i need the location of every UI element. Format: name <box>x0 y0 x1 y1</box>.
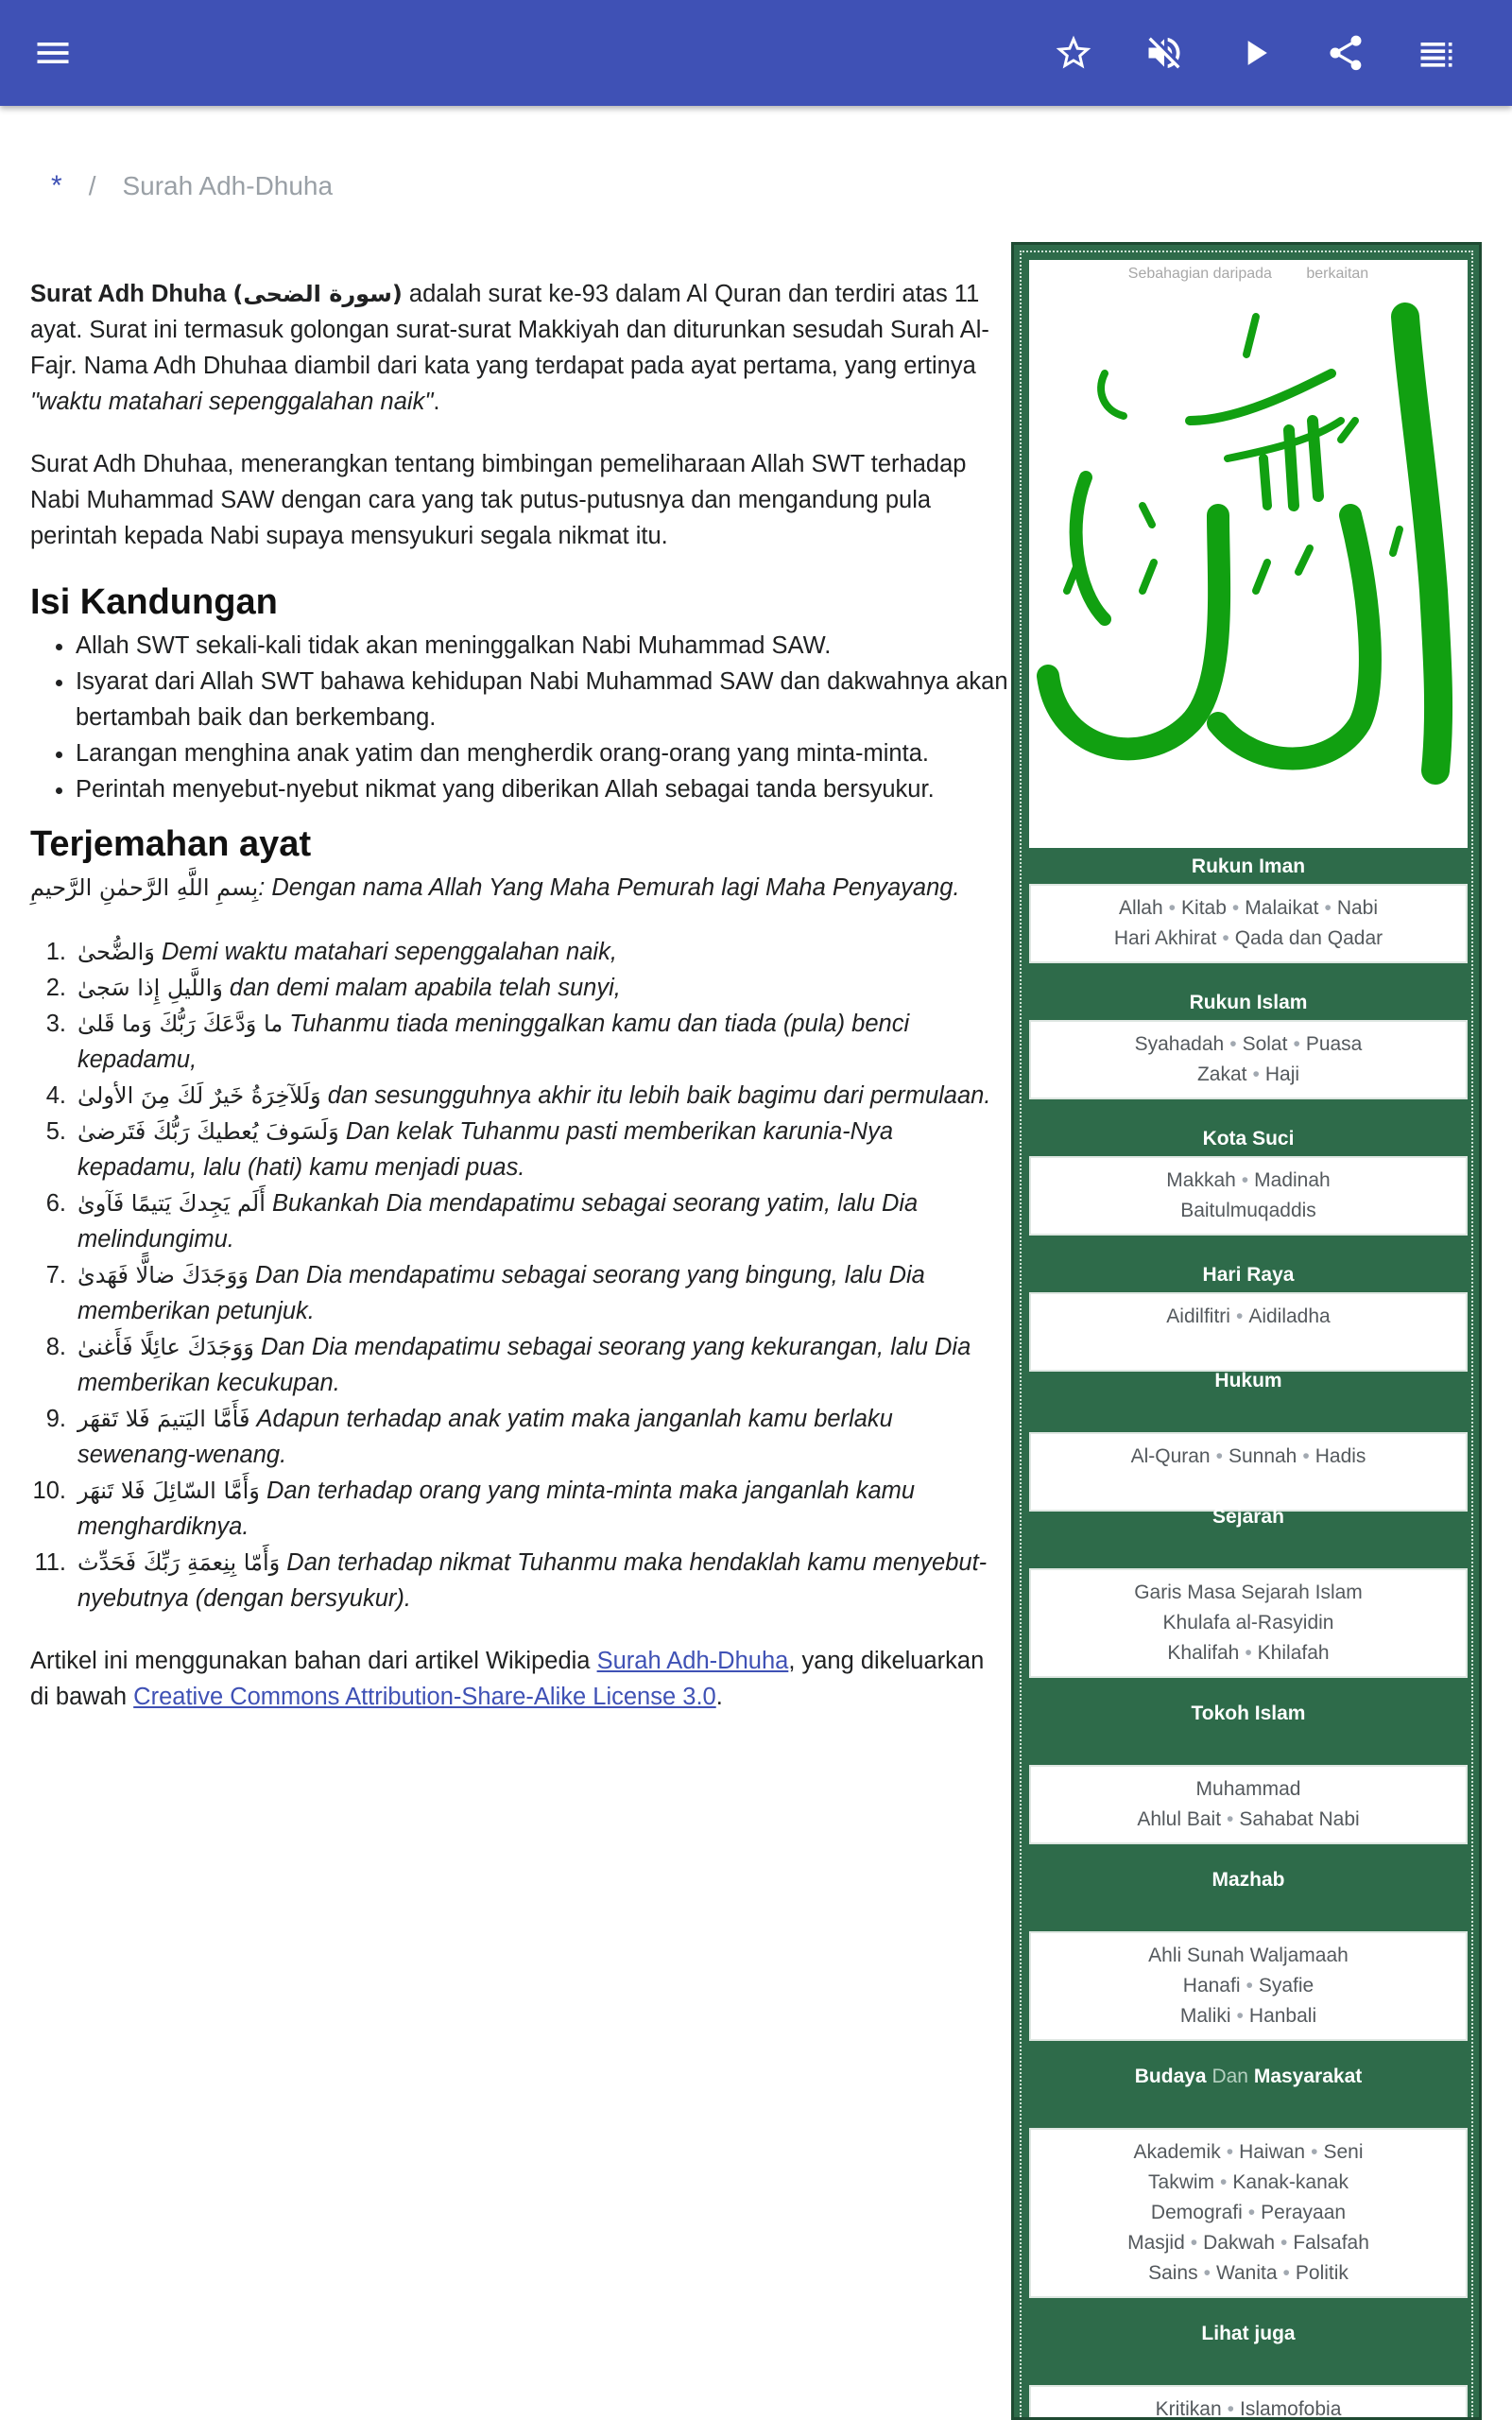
attribution-text-mid: , yang dikeluarkan di bawah <box>30 1648 985 1710</box>
calligraphy-icon <box>1029 279 1468 846</box>
infobox-link[interactable]: Allah <box>1118 897 1163 919</box>
separator-dot: • <box>1203 2262 1211 2284</box>
infobox-section-title[interactable]: Hari Raya <box>1202 1264 1295 1286</box>
infobox-link[interactable]: Falsafah <box>1293 2232 1369 2254</box>
ayat-item <box>30 934 1009 970</box>
infobox-link[interactable]: Nabi <box>1336 897 1379 919</box>
separator-dot: • <box>1235 1305 1244 1327</box>
allah-calligraphy-image <box>1029 260 1468 848</box>
infobox-section <box>1029 1364 1468 1512</box>
ayat-arabic: وَلَسَوفَ يُعطيكَ رَبُّكَ فَتَرضىٰ <box>77 1118 339 1145</box>
infobox-link-row <box>1035 1442 1462 1472</box>
ayat-item <box>30 1401 1009 1473</box>
app-bar <box>0 0 1512 106</box>
infobox-link-row <box>1035 924 1462 954</box>
infobox-link[interactable]: Al-Quran <box>1130 1445 1211 1467</box>
infobox-link[interactable]: Zakat <box>1196 1063 1247 1085</box>
infobox-links <box>1029 1568 1468 1678</box>
infobox-link-row <box>1035 1060 1462 1090</box>
menu-icon[interactable] <box>25 25 81 81</box>
infobox-link-row <box>1035 1971 1462 2001</box>
ayat-arabic: وَأَمّا بِنِعمَةِ رَبِّكَ فَحَدِّث <box>77 1549 281 1576</box>
license-link[interactable]: Creative Commons Attribution-Share-Alike License 3.0 <box>133 1684 716 1710</box>
infobox-link[interactable]: Masjid <box>1127 2232 1185 2254</box>
article-body <box>30 276 1009 1741</box>
separator-dot: • <box>1227 2398 1234 2420</box>
ayat-translation: Bukankah Dia mendapatimu sebagai seorang yatim, lalu Dia melindungimu. <box>77 1190 919 1253</box>
infobox-link[interactable]: Muhammad <box>1195 1778 1301 1800</box>
section-title-part: Budaya <box>1134 2066 1207 2087</box>
caption-right: berkaitan <box>1306 266 1369 282</box>
ayat-arabic: وَالضُّحىٰ <box>77 939 155 965</box>
intro-paragraph <box>30 276 1009 420</box>
infobox-link-row <box>1035 1941 1462 1971</box>
separator-dot: • <box>1231 897 1240 919</box>
ayat-item <box>30 1473 1009 1545</box>
infobox-section-title[interactable]: Kota Suci <box>1202 1128 1295 1150</box>
infobox-link[interactable]: Hari Akhirat <box>1113 927 1217 949</box>
ayat-translation: dan demi malam apabila telah sunyi, <box>222 975 621 1001</box>
ayat-arabic: وَلَلآخِرَةُ خَيرٌ لَكَ مِنَ الأولىٰ <box>77 1082 321 1109</box>
infobox-link[interactable]: Puasa <box>1305 1033 1363 1055</box>
intro-title: Surat Adh Dhuha <box>30 281 227 307</box>
separator-dot: • <box>1302 1445 1310 1467</box>
infobox-link[interactable]: Perayaan <box>1261 2202 1347 2223</box>
infobox-link[interactable]: Haji <box>1264 1063 1300 1085</box>
list-item: • Allah SWT sekali-kali tidak akan meninggalkan Nabi Muhammad SAW. <box>76 628 1009 664</box>
ayat-number: 4. <box>45 1082 66 1109</box>
ayat-list <box>30 934 1009 1616</box>
infobox-link[interactable]: Seni <box>1323 2141 1364 2163</box>
list-item: • Perintah menyebut-nyebut nikmat yang diberikan Allah sebagai tanda bersyukur. <box>76 771 1009 807</box>
infobox-link-row <box>1035 1638 1462 1668</box>
ayat-translation: Demi waktu matahari sepenggalahan naik, <box>154 939 617 965</box>
ayat-number: 7. <box>45 1262 66 1288</box>
attribution <box>30 1643 1009 1715</box>
ayat-translation: Dan Dia mendapatimu sebagai seorang yang bingung, lalu Dia memberikan petunjuk. <box>77 1262 925 1324</box>
star-icon[interactable] <box>1045 25 1102 81</box>
intro-end: . <box>433 389 440 415</box>
ayat-arabic: وَاللَّيلِ إِذا سَجىٰ <box>77 975 223 1001</box>
infobox-link[interactable]: Baitulmuqaddis <box>1180 1200 1316 1221</box>
infobox-link[interactable]: Sahabat Nabi <box>1239 1808 1360 1830</box>
infobox-link[interactable]: Takwim <box>1148 2171 1215 2193</box>
infobox-link[interactable]: Kanak-kanak <box>1232 2171 1349 2193</box>
infobox-link[interactable]: Dakwah <box>1203 2232 1275 2254</box>
infobox-link[interactable]: Politik <box>1295 2262 1349 2284</box>
infobox-links <box>1029 2128 1468 2298</box>
intro-quote: "waktu matahari sepenggalahan naik" <box>30 389 434 415</box>
ayat-item <box>30 1006 1009 1078</box>
breadcrumb-separator: / <box>88 171 96 200</box>
infobox-link[interactable]: Demografi <box>1150 2202 1243 2223</box>
ayat-translation: Dan kelak Tuhanmu pasti memberikan karunia-Nya kepadamu, lalu (hati) kamu menjadi puas. <box>77 1118 894 1181</box>
infobox-links <box>1029 1020 1468 1099</box>
infobox-link-row <box>1035 1166 1462 1196</box>
infobox-link[interactable]: Syafie <box>1258 1975 1314 1996</box>
infobox-section-title[interactable]: Tokoh Islam <box>1191 1703 1306 1724</box>
infobox-section <box>1029 850 1468 963</box>
infobox-links <box>1029 1156 1468 1236</box>
infobox-link[interactable]: Khulafa al-Rasyidin <box>1162 1612 1334 1634</box>
attribution-end: . <box>715 1684 723 1710</box>
infobox-link-row <box>1035 1029 1462 1060</box>
infobox-link-row <box>1035 1805 1462 1835</box>
playlist-icon[interactable] <box>1408 25 1465 81</box>
separator-dot: • <box>1222 927 1229 949</box>
infobox-links <box>1029 1292 1468 1372</box>
list-item: • Larangan menghina anak yatim dan mengherdik orang-orang yang minta-minta. <box>76 735 1009 771</box>
infobox-section <box>1029 2060 1468 2298</box>
infobox-section <box>1029 1500 1468 1678</box>
ayat-arabic: وَوَجَدَكَ عائِلًا فَأَغنىٰ <box>77 1334 254 1360</box>
ayat-item <box>30 1078 1009 1114</box>
list-item: • Isyarat dari Allah SWT bahawa kehidupan Nabi Muhammad SAW dan dakwahnya akan bertambah baik dan berkembang. <box>76 664 1009 735</box>
infobox-section-title[interactable]: Rukun Iman <box>1191 856 1306 877</box>
infobox-link-row <box>1035 1608 1462 1638</box>
separator-dot: • <box>1220 2171 1228 2193</box>
infobox-link[interactable]: Makkah <box>1166 1169 1236 1191</box>
infobox-link[interactable]: Maliki <box>1179 2005 1231 2027</box>
section-title-part: Masyarakat <box>1253 2066 1363 2087</box>
infobox-link-row <box>1035 2258 1462 2289</box>
ayat-translation: dan sesungguhnya akhir itu lebih baik bagimu dari permulaan. <box>320 1082 991 1109</box>
ayat-number: 8. <box>45 1334 66 1360</box>
islam-infobox <box>1011 242 1482 2420</box>
caption-left: Sebahagian daripada <box>1127 266 1272 282</box>
description-paragraph: Surat Adh Dhuhaa, menerangkan tentang bimbingan pemeliharaan Allah SWT terhadap Nabi Muhammad SAW dengan cara yang tak putus-putusnya dan mengandung pula perintah kepada Nabi supaya mensyukuri segala nikmat itu. <box>30 451 967 549</box>
infobox-link-row <box>1035 2394 1462 2420</box>
infobox-link[interactable]: Sunnah <box>1228 1445 1297 1467</box>
breadcrumb-home[interactable]: * <box>51 170 62 201</box>
infobox-link[interactable]: Ahli Sunah Waljamaah <box>1148 1945 1349 1966</box>
infobox-section-title[interactable]: Hukum <box>1214 1370 1282 1392</box>
ayat-item <box>30 1329 1009 1401</box>
separator-dot: • <box>1226 2141 1234 2163</box>
separator-dot: • <box>1190 2232 1198 2254</box>
infobox-section-title[interactable] <box>1029 2060 1468 2128</box>
isi-list <box>76 628 1009 807</box>
separator-dot: • <box>1229 1033 1237 1055</box>
infobox-links <box>1029 2385 1468 2420</box>
infobox-link[interactable]: Madinah <box>1254 1169 1331 1191</box>
infobox-link-row <box>1035 2137 1462 2168</box>
infobox-link[interactable]: Qada dan Qadar <box>1234 927 1383 949</box>
infobox-link[interactable]: Kitab <box>1181 897 1227 919</box>
ayat-arabic: أَلَم يَجِدكَ يَتيمًا فَآوىٰ <box>77 1190 266 1217</box>
separator-dot: • <box>1168 897 1177 919</box>
volume-off-icon[interactable] <box>1136 25 1193 81</box>
separator-dot: • <box>1215 1445 1223 1467</box>
attribution-text: Artikel ini menggunakan bahan dari artikel Wikipedia <box>30 1648 597 1674</box>
infobox-links <box>1029 1931 1468 2041</box>
infobox-link[interactable]: Khilafah <box>1257 1642 1330 1664</box>
intro-arabic: (سورة الضحى) <box>232 281 403 307</box>
section-title-part: Dan <box>1211 2066 1248 2087</box>
infobox-link[interactable]: Aidilfitri <box>1166 1305 1230 1327</box>
separator-dot: • <box>1282 2262 1290 2284</box>
infobox-link[interactable]: Hadis <box>1314 1445 1366 1467</box>
infobox-section-title[interactable]: Mazhab <box>1211 1869 1285 1891</box>
ayat-number: 5. <box>45 1118 66 1145</box>
ayat-number: 1. <box>45 939 66 965</box>
separator-dot: • <box>1241 1169 1249 1191</box>
heading-isi-kandungan: Isi Kandungan <box>30 582 278 622</box>
separator-dot: • <box>1324 897 1332 919</box>
infobox-section-title[interactable]: Sejarah <box>1212 1506 1284 1528</box>
infobox-section-title[interactable]: Rukun Islam <box>1189 992 1308 1013</box>
ayat-number: 9. <box>45 1406 66 1432</box>
heading-terjemahan: Terjemahan ayat <box>30 824 312 864</box>
infobox-link[interactable]: Ahlul Bait <box>1137 1808 1222 1830</box>
infobox-section <box>1029 1258 1468 1372</box>
infobox-link-row <box>1035 1774 1462 1805</box>
ayat-item <box>30 1545 1009 1616</box>
infobox-link-row <box>1035 893 1462 924</box>
intro-text: adalah surat ke-93 dalam Al Quran dan terdiri atas 11 ayat. Surat ini termasuk golongan surat-surat Makkiyah dan diturunkan sesudah Surah Al-Fajr. Nama Adh Dhuhaa diambil dari kata yang terdapat pada ayat pertama, yang ertinya <box>30 281 989 379</box>
infobox-link[interactable]: Garis Masa Sejarah Islam <box>1134 1582 1363 1603</box>
ayat-item <box>30 1114 1009 1185</box>
infobox-link[interactable]: Aidiladha <box>1248 1305 1331 1327</box>
separator-dot: • <box>1247 2202 1256 2223</box>
ayat-number: 11. <box>34 1549 66 1576</box>
ayat-translation: Tuhanmu tiada meninggalkan kamu dan tiada (pula) benci kepadamu, <box>77 1011 910 1073</box>
ayat-translation: Dan Dia mendapatimu sebagai seorang yang kekurangan, lalu Dia memberikan kecukupan. <box>77 1334 971 1396</box>
bismillah-arabic: بِسمِ اللَّهِ الرَّحمٰنِ الرَّحيمِ <box>30 874 259 901</box>
ayat-translation: Adapun terhadap anak yatim maka janganlah kamu berlaku sewenang-wenang. <box>77 1406 893 1468</box>
infobox-link[interactable]: Islamofobia <box>1240 2398 1342 2420</box>
ayat-number: 6. <box>45 1190 66 1217</box>
bismillah <box>30 870 1009 906</box>
infobox-link-row <box>1035 2198 1462 2228</box>
infobox-link[interactable]: Syahadah <box>1134 1033 1225 1055</box>
infobox-link[interactable]: Kritikan <box>1155 2398 1222 2420</box>
ayat-arabic: ما وَدَّعَكَ رَبُّكَ وَما قَلىٰ <box>77 1011 284 1037</box>
separator-dot: • <box>1311 2141 1318 2163</box>
infobox-link[interactable]: Haiwan <box>1239 2141 1306 2163</box>
infobox-link-row <box>1035 1578 1462 1608</box>
ayat-translation: Dan terhadap orang yang minta-minta maka janganlah kamu menghardiknya. <box>77 1478 916 1540</box>
separator-dot: • <box>1227 1808 1234 1830</box>
infobox-link[interactable]: Akademik <box>1133 2141 1221 2163</box>
separator-dot: • <box>1293 1033 1300 1055</box>
breadcrumb <box>51 170 333 202</box>
ayat-item <box>30 970 1009 1006</box>
ayat-number: 3. <box>45 1011 66 1037</box>
separator-dot: • <box>1246 1975 1253 1996</box>
infobox-link-row <box>1035 2168 1462 2198</box>
infobox-links <box>1029 884 1468 963</box>
separator-dot: • <box>1280 2232 1288 2254</box>
share-icon[interactable] <box>1317 25 1374 81</box>
ayat-translation: Dan terhadap nikmat Tuhanmu maka hendaklah kamu menyebut-nyebutnya (dengan bersyukur). <box>77 1549 988 1612</box>
infobox-links <box>1029 1765 1468 1844</box>
ayat-arabic: وَأَمَّا السّائِلَ فَلا تَنهَر <box>77 1478 260 1504</box>
separator-dot: • <box>1252 1063 1260 1085</box>
infobox-link-row <box>1035 1302 1462 1332</box>
ayat-item <box>30 1257 1009 1329</box>
infobox-link[interactable]: Sains <box>1148 2262 1198 2284</box>
breadcrumb-current: Surah Adh-Dhuha <box>122 171 334 200</box>
infobox-section <box>1029 1863 1468 2041</box>
infobox-link[interactable]: Wanita <box>1215 2262 1278 2284</box>
ayat-item <box>30 1185 1009 1257</box>
infobox-link[interactable]: Khalifah <box>1167 1642 1240 1664</box>
ayat-arabic: فَأَمَّا اليَتيمَ فَلا تَقهَر <box>77 1406 250 1432</box>
play-icon[interactable] <box>1227 25 1283 81</box>
infobox-link[interactable]: Malaikat <box>1245 897 1319 919</box>
bismillah-translation: : Dengan nama Allah Yang Maha Pemurah lagi Maha Penyayang. <box>258 874 960 901</box>
infobox-link-row <box>1035 2228 1462 2258</box>
infobox-link-row <box>1035 2001 1462 2031</box>
infobox-section <box>1029 1697 1468 1844</box>
separator-dot: • <box>1236 2005 1244 2027</box>
ayat-number: 10. <box>32 1478 66 1504</box>
infobox-link-row <box>1035 1196 1462 1226</box>
separator-dot: • <box>1245 1642 1252 1664</box>
infobox-section <box>1029 1122 1468 1236</box>
infobox-link[interactable]: Solat <box>1242 1033 1288 1055</box>
infobox-link[interactable]: Hanafi <box>1182 1975 1241 1996</box>
ayat-arabic: وَوَجَدَكَ ضالًّا فَهَدىٰ <box>77 1262 249 1288</box>
infobox-section <box>1029 986 1468 1099</box>
infobox-section-title[interactable]: Lihat juga <box>1201 2323 1296 2344</box>
wikipedia-article-link[interactable]: Surah Adh-Dhuha <box>596 1648 789 1674</box>
infobox-link[interactable]: Hanbali <box>1248 2005 1317 2027</box>
ayat-number: 2. <box>45 975 66 1001</box>
infobox-section <box>1029 2317 1468 2420</box>
